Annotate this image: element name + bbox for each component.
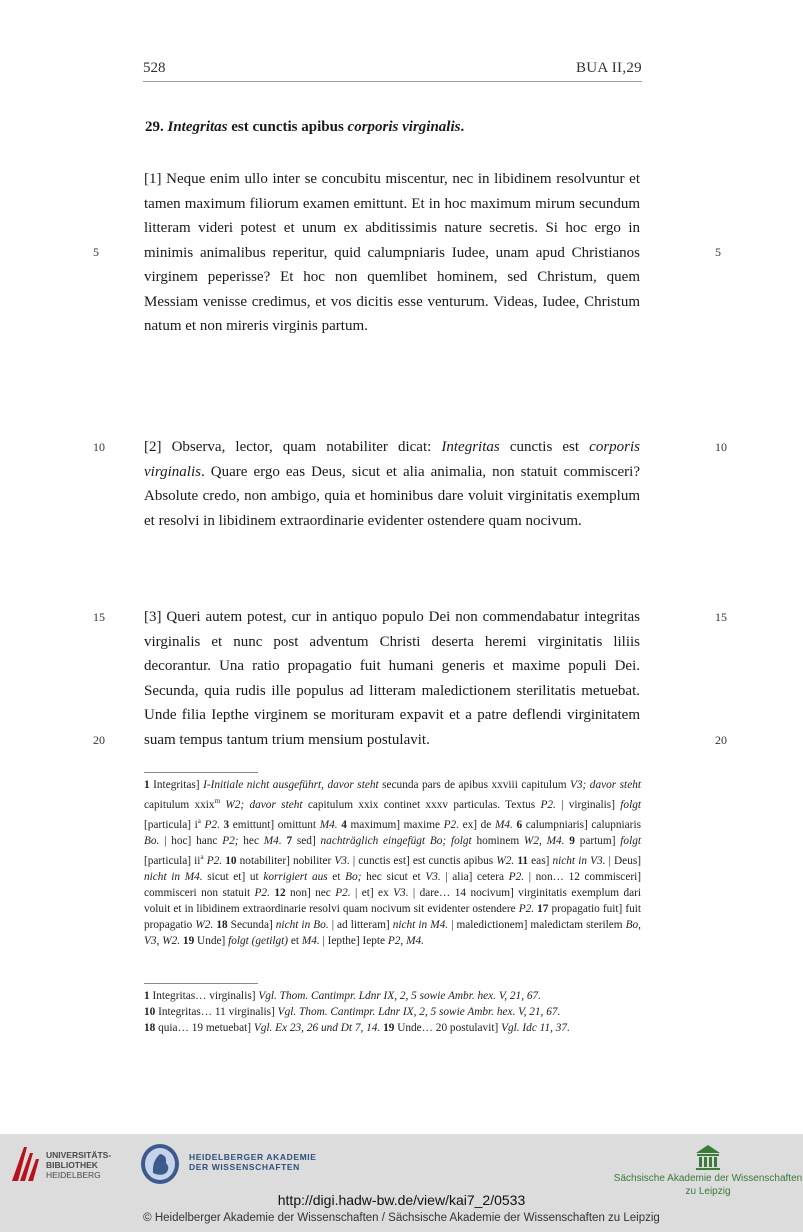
- apparatus-text: hec: [238, 834, 264, 847]
- apparatus-line-ref: 19: [182, 935, 195, 948]
- apparatus-text: hec sicut et: [361, 870, 426, 883]
- apparatus-siglum: W2.: [496, 854, 515, 867]
- apparatus-siglum: folgt (getilgt): [228, 935, 289, 948]
- apparatus-text: Integritas… 11 virginalis]: [155, 1006, 278, 1019]
- apparatus-text: partum]: [574, 834, 621, 847]
- apparatus-text: hominem: [471, 834, 524, 847]
- paragraph-2-text-c: . Quare ergo eas Deus, sicut et alia animalia, non statuit commisceri? Absolute credo, non ambigo, quia et hominibus dare voluit virginitatis exemplum et resolvi in libidinem extraordinarie evidenter ostendere quam nocivum.: [144, 463, 640, 529]
- apparatus-line-ref: 1: [144, 990, 150, 1002]
- apparatus-siglum: W2, M4.: [523, 834, 565, 847]
- title-text-1: est cunctis apibus: [227, 119, 348, 135]
- paragraph-2-italic-b: corporis virginalis: [144, 439, 640, 480]
- apparatus-text: quia… 19 metuebat]: [155, 1022, 254, 1035]
- apparatus-rule: [144, 772, 258, 773]
- saxon-academy-logo-icon: [693, 1143, 723, 1171]
- apparatus-line-ref: 6: [516, 818, 523, 831]
- apparatus-siglum: M4.: [263, 834, 282, 847]
- apparatus-siglum: Vgl. Idc 11, 37.: [501, 1022, 570, 1035]
- line-number-left: 15: [93, 610, 105, 624]
- apparatus-siglum: P2.: [204, 818, 220, 831]
- apparatus-siglum: W2; davor steht: [225, 798, 303, 811]
- apparatus-text: maximum] maxime: [346, 818, 444, 831]
- apparatus-text: non] nec: [285, 886, 336, 899]
- apparatus-text: | Deus]: [605, 854, 642, 867]
- saxon-academy-name-line: Sächsische Akademie der Wissenschaften: [613, 1173, 803, 1184]
- apparatus-siglum: W2.: [195, 919, 214, 932]
- chapter-number: 29.: [145, 119, 164, 135]
- apparatus-text: et: [327, 870, 346, 883]
- apparatus-text: [particula] i: [144, 818, 198, 831]
- apparatus-line-ref: 1: [144, 779, 150, 791]
- line-number-right: 10: [715, 440, 727, 454]
- apparatus-text: ex] de: [459, 818, 495, 831]
- apparatus-text: [particula] ii: [144, 854, 201, 867]
- apparatus-siglum: P2.: [443, 818, 460, 831]
- apparatus-siglum: P2.: [254, 886, 270, 899]
- apparatus-siglum: nicht in M4.: [144, 870, 203, 883]
- apparatus-siglum: V3.: [334, 854, 350, 867]
- apparatus-siglum: folgt: [620, 798, 642, 811]
- apparatus-siglum: nicht in M4.: [392, 919, 449, 932]
- sources-apparatus: [144, 988, 641, 1036]
- apparatus-text: | virginalis]: [555, 798, 621, 811]
- apparatus-text: capitulum xxix continet xxxv particulas. Textus: [302, 798, 541, 811]
- paragraph-2-text-a: [2] Observa, lector, quam notabiliter dicat:: [144, 439, 442, 455]
- ub-name: [46, 1150, 111, 1180]
- line-number-right: 20: [715, 733, 727, 747]
- apparatus-line-ref: 4: [341, 818, 347, 831]
- apparatus-text: | et] ex: [350, 886, 394, 899]
- apparatus-text: Unde]: [194, 935, 229, 948]
- apparatus-siglum: M4.: [494, 818, 513, 831]
- apparatus-siglum: nicht in V3.: [552, 854, 606, 867]
- sources-apparatus-text: [144, 988, 641, 1036]
- apparatus-text: propagatio fuit] fuit propagatio: [144, 902, 642, 932]
- apparatus-superscript: a: [197, 816, 201, 825]
- apparatus-text: | non… 12 commisceri] commisceri non statuit: [144, 870, 641, 899]
- ub-logo-icon: [10, 1143, 40, 1183]
- apparatus-text: Unde… 20 postulavit]: [394, 1022, 502, 1035]
- apparatus-siglum: V3.: [393, 886, 409, 899]
- apparatus-text: | Iepthe] Iepte: [319, 935, 388, 948]
- apparatus-line-ref: 3: [223, 818, 230, 831]
- apparatus-superscript: m: [214, 797, 221, 806]
- apparatus-siglum: korrigiert aus: [263, 870, 328, 883]
- apparatus-text: Integritas… virginalis]: [149, 990, 259, 1002]
- hak-name-line: DER WISSENSCHAFTEN: [189, 1162, 300, 1172]
- apparatus-siglum: P2.: [335, 886, 351, 899]
- page-number: 528: [143, 60, 166, 76]
- apparatus-superscript: a: [200, 852, 204, 861]
- apparatus-text: sed]: [292, 834, 321, 847]
- saxon-academy-name-line: zu Leipzig: [685, 1186, 731, 1197]
- apparatus-text: | maledictionem] maledictam sterilem: [448, 919, 626, 932]
- apparatus-siglum: Bo;: [345, 870, 362, 883]
- critical-apparatus: [144, 777, 641, 949]
- header-rule: [143, 81, 642, 82]
- apparatus-siglum: P2.: [540, 798, 556, 811]
- apparatus-text: secunda pars de apibus xxviii capitulum: [378, 779, 570, 791]
- apparatus-text: eas]: [528, 854, 553, 867]
- hak-name-line: HEIDELBERGER AKADEMIE: [189, 1152, 317, 1162]
- hak-name: [189, 1152, 317, 1172]
- line-number-left: 5: [93, 245, 99, 259]
- apparatus-siglum: P2.: [508, 870, 525, 883]
- running-reference: BUA II,29: [575, 60, 642, 76]
- apparatus-siglum: P2;: [222, 834, 239, 847]
- apparatus-text: | hoc] hanc: [159, 834, 223, 847]
- paragraph-2-italic-a: Integritas: [441, 439, 500, 455]
- apparatus-text: notabiliter] nobiliter: [236, 854, 335, 867]
- ub-name-line: HEIDELBERG: [46, 1170, 101, 1180]
- apparatus-line-ref: 10: [225, 854, 237, 867]
- apparatus-siglum: P2.: [518, 902, 535, 915]
- apparatus-line-ref: 19: [383, 1022, 395, 1035]
- apparatus-siglum: P2, M4.: [387, 935, 424, 948]
- apparatus-text: | cunctis est] est cunctis apibus: [349, 854, 497, 867]
- apparatus-line-ref: 18: [216, 919, 228, 932]
- source-url-link[interactable]: http://digi.hadw-bw.de/view/kai7_2/0533: [277, 1192, 526, 1208]
- apparatus-line-ref: 18: [144, 1022, 156, 1035]
- apparatus-line-ref: 11: [517, 854, 529, 867]
- title-text-2: .: [460, 119, 465, 135]
- apparatus-siglum: nachträglich eingefügt Bo; folgt: [320, 834, 472, 847]
- apparatus-text: emittunt] omittunt: [229, 818, 320, 831]
- line-number-left: 10: [93, 440, 105, 454]
- apparatus-text: calumpniaris] calupniaris: [522, 818, 641, 831]
- paragraph-2: [144, 435, 640, 533]
- apparatus-siglum: Vgl. Ex 23, 26 und Dt 7, 14.: [253, 1022, 381, 1035]
- apparatus-siglum: V3; davor steht: [570, 779, 641, 791]
- apparatus-siglum: Bo.: [144, 834, 160, 847]
- apparatus-line-ref: 9: [569, 834, 575, 847]
- apparatus-siglum: I-Initiale nicht ausgeführt, davor steht: [203, 779, 379, 791]
- apparatus-line-ref: 10: [144, 1006, 156, 1019]
- copyright-notice: © Heidelberger Akademie der Wissenschaften / Sächsische Akademie der Wissenschaften zu Leipzig: [143, 1212, 660, 1224]
- line-number-right: 15: [715, 610, 727, 624]
- apparatus-siglum: M4.: [319, 818, 338, 831]
- apparatus-siglum: V3.: [425, 870, 441, 883]
- apparatus-text: capitulum xxix: [144, 798, 215, 811]
- apparatus-line-ref: 12: [274, 886, 286, 899]
- apparatus-siglum: folgt: [620, 834, 641, 847]
- title-italic-2: corporis virginalis: [347, 119, 461, 135]
- chapter-title: [145, 119, 645, 136]
- apparatus-line-ref: 7: [286, 834, 293, 847]
- apparatus-siglum: Vgl. Thom. Cantimpr. Ldnr IX, 2, 5 sowie Ambr. hex. V, 21, 67.: [258, 990, 541, 1002]
- ub-name-line: UNIVERSITÄTS-: [46, 1150, 112, 1160]
- apparatus-text: | alia] cetera: [440, 870, 509, 883]
- paragraph-1: [1] Neque enim ullo inter se concubitu miscentur, nec in libidinem resolvuntur et tamen maximum filiorum examen emittunt. Et in hoc maximum mirum secundum litteram videri potest et unum ex abditissimis nature secretis. Si hoc ergo in minimis animalibus reperitur, quid calumpniaris Iudee, unam apud Christianos virginem peperisse? Et hoc non quemlibet hominem, sed Christum, quem Messiam venisse credimus, et vos dicitis esse venturum. Videas, Iudee, Christum natum et non mireris virginis partum.: [144, 171, 640, 334]
- apparatus-siglum: Bo, V3, W2.: [144, 919, 641, 948]
- title-italic-1: Integritas: [167, 119, 228, 135]
- apparatus-text: sicut et] ut: [202, 870, 264, 883]
- sources-rule: [144, 983, 258, 984]
- apparatus-siglum: M4.: [301, 935, 320, 948]
- apparatus-text: | dare… 14 nocivum] virginitatis exemplum dari voluit et in libidinem extraordinarie resolvi quam nocivum sit evidenter ostendere: [144, 886, 642, 915]
- apparatus-siglum: Vgl. Thom. Cantimpr. Ldnr IX, 2, 5 sowie Ambr. hex. V, 21, 67.: [277, 1006, 561, 1019]
- hak-seal-icon: [140, 1143, 180, 1185]
- paragraph-3: [3] Queri autem potest, cur in antiquo populo Dei non commendabatur integritas virginalis et nunc post adventum Christi deserta heremi virginitatis liliis decorantur. Una ratio propagatio fuit humani generis et maxime populi Dei. Secunda, quia rudis ille populus ad litteram maledictionem sterilitatis metuebat. Unde filia Iepthe virginem se morituram expavit et a patre deflendi virginitatem suam tempus tantum trium mensium postulavit.: [144, 609, 640, 748]
- apparatus-line-ref: 17: [537, 902, 549, 915]
- line-number-left: 20: [93, 733, 105, 747]
- critical-apparatus-text: [144, 777, 641, 949]
- line-number-right: 5: [715, 245, 721, 259]
- paragraph-2-text-b: cunctis est: [499, 439, 590, 455]
- apparatus-siglum: P2.: [206, 854, 223, 867]
- ub-name-line: BIBLIOTHEK: [46, 1160, 98, 1170]
- apparatus-text: et: [288, 935, 302, 948]
- apparatus-siglum: nicht in Bo.: [275, 919, 329, 932]
- apparatus-text: Secunda]: [227, 919, 276, 932]
- apparatus-text: Integritas]: [149, 779, 204, 791]
- apparatus-text: | ad litteram]: [328, 919, 393, 932]
